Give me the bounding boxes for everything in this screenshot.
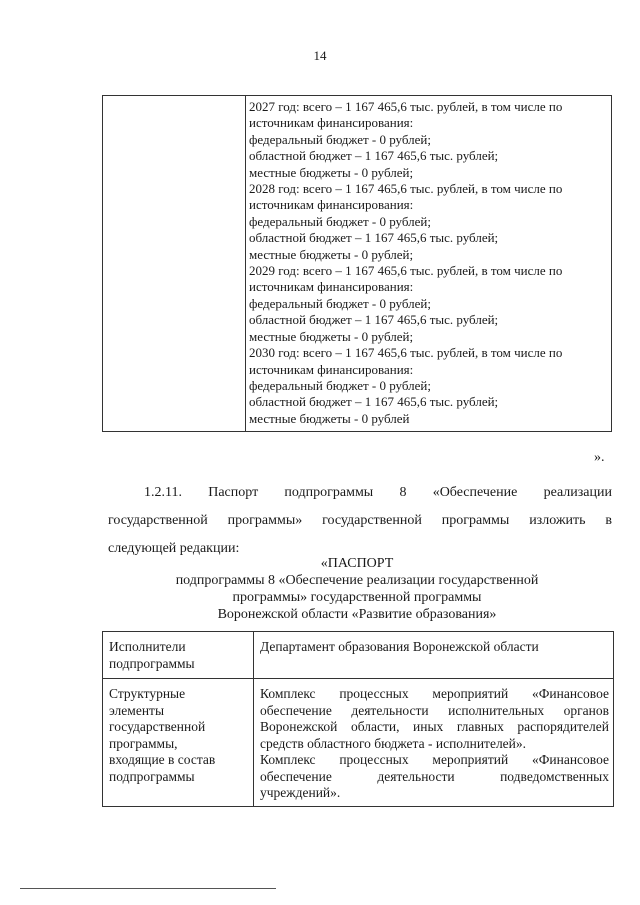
- passport-title: «ПАСПОРТ: [320, 556, 394, 571]
- passport-subtitle: Воронежской области «Развитие образования»: [217, 607, 497, 622]
- funding-line: федеральный бюджет - 0 рублей;: [249, 377, 431, 393]
- funding-line: местные бюджеты - 0 рублей: [249, 410, 410, 426]
- passport-subtitle: программы» государственной программы: [232, 590, 482, 605]
- funding-line: федеральный бюджет - 0 рублей;: [249, 131, 431, 147]
- passport-value-line: Воронежской области, иных главных распорядителей: [260, 719, 609, 734]
- passport-label: подпрограммы: [109, 655, 195, 671]
- passport-value-line: средств областного бюджета - исполнителей».: [260, 735, 527, 751]
- funding-line: источникам финансирования:: [249, 115, 414, 131]
- funding-label-cell: [103, 96, 246, 432]
- funding-line: источникам финансирования:: [249, 197, 414, 213]
- passport-table: [102, 631, 614, 807]
- funding-line: 2027 год: всего – 1 167 465,6 тыс. рублей, в том числе по: [249, 99, 563, 114]
- passport-value-cell: [254, 632, 614, 679]
- passport-label-cell: [103, 679, 254, 807]
- passport-label: государственной: [109, 719, 206, 734]
- funding-line: местные бюджеты - 0 рублей;: [249, 164, 414, 180]
- passport-label: программы,: [109, 735, 178, 751]
- funding-value-cell: [246, 96, 612, 432]
- footnote-rule: [20, 888, 276, 889]
- passport-value-cell: [254, 679, 614, 807]
- passport-label: Структурные: [109, 686, 186, 701]
- passport-subtitle: подпрограммы 8 «Обеспечение реализации государственной: [175, 573, 539, 588]
- passport-value-line: учреждений».: [260, 785, 341, 800]
- paragraph-line: 1.2.11. Паспорт подпрограммы 8 «Обеспечение реализации: [144, 485, 612, 500]
- passport-value-line: Комплекс процессных мероприятий «Финансовое: [260, 752, 609, 767]
- funding-line: источникам финансирования:: [249, 279, 414, 295]
- passport-label: входящие в состав: [109, 752, 216, 767]
- passport-value-line: обеспечение деятельности подведомственных: [260, 768, 609, 784]
- passport-value-line: Комплекс процессных мероприятий «Финансовое: [260, 686, 609, 701]
- funding-line: местные бюджеты - 0 рублей;: [249, 328, 414, 344]
- funding-line: федеральный бюджет - 0 рублей;: [249, 295, 431, 311]
- funding-line: 2030 год: всего – 1 167 465,6 тыс. рублей, в том числе по: [249, 345, 563, 361]
- closing-quote: ».: [594, 450, 605, 465]
- passport-label-cell: [103, 632, 254, 679]
- funding-line: федеральный бюджет - 0 рублей;: [249, 213, 431, 229]
- passport-label: элементы: [109, 702, 165, 718]
- funding-table: [102, 95, 612, 432]
- funding-line: 2029 год: всего – 1 167 465,6 тыс. рублей, в том числе по: [249, 263, 563, 279]
- funding-line: областной бюджет – 1 167 465,6 тыс. рублей;: [249, 148, 499, 164]
- passport-label: Исполнители: [109, 639, 186, 654]
- funding-line: источникам финансирования:: [249, 361, 414, 377]
- paragraph-line: следующей редакции:: [108, 541, 240, 556]
- funding-line: областной бюджет – 1 167 465,6 тыс. рублей;: [249, 312, 499, 328]
- funding-line: местные бюджеты - 0 рублей;: [249, 246, 414, 262]
- funding-line: областной бюджет – 1 167 465,6 тыс. рублей;: [249, 230, 499, 246]
- page-number: 14: [313, 48, 327, 63]
- passport-value-line: обеспечение деятельности исполнительных органов: [260, 702, 609, 718]
- funding-line: 2028 год: всего – 1 167 465,6 тыс. рублей, в том числе по: [249, 181, 563, 197]
- funding-line: областной бюджет – 1 167 465,6 тыс. рублей;: [249, 394, 499, 410]
- passport-value: Департамент образования Воронежской области: [260, 639, 539, 654]
- paragraph-line: государственной программы» государственной программы изложить в: [108, 513, 612, 528]
- passport-label: подпрограммы: [109, 768, 195, 784]
